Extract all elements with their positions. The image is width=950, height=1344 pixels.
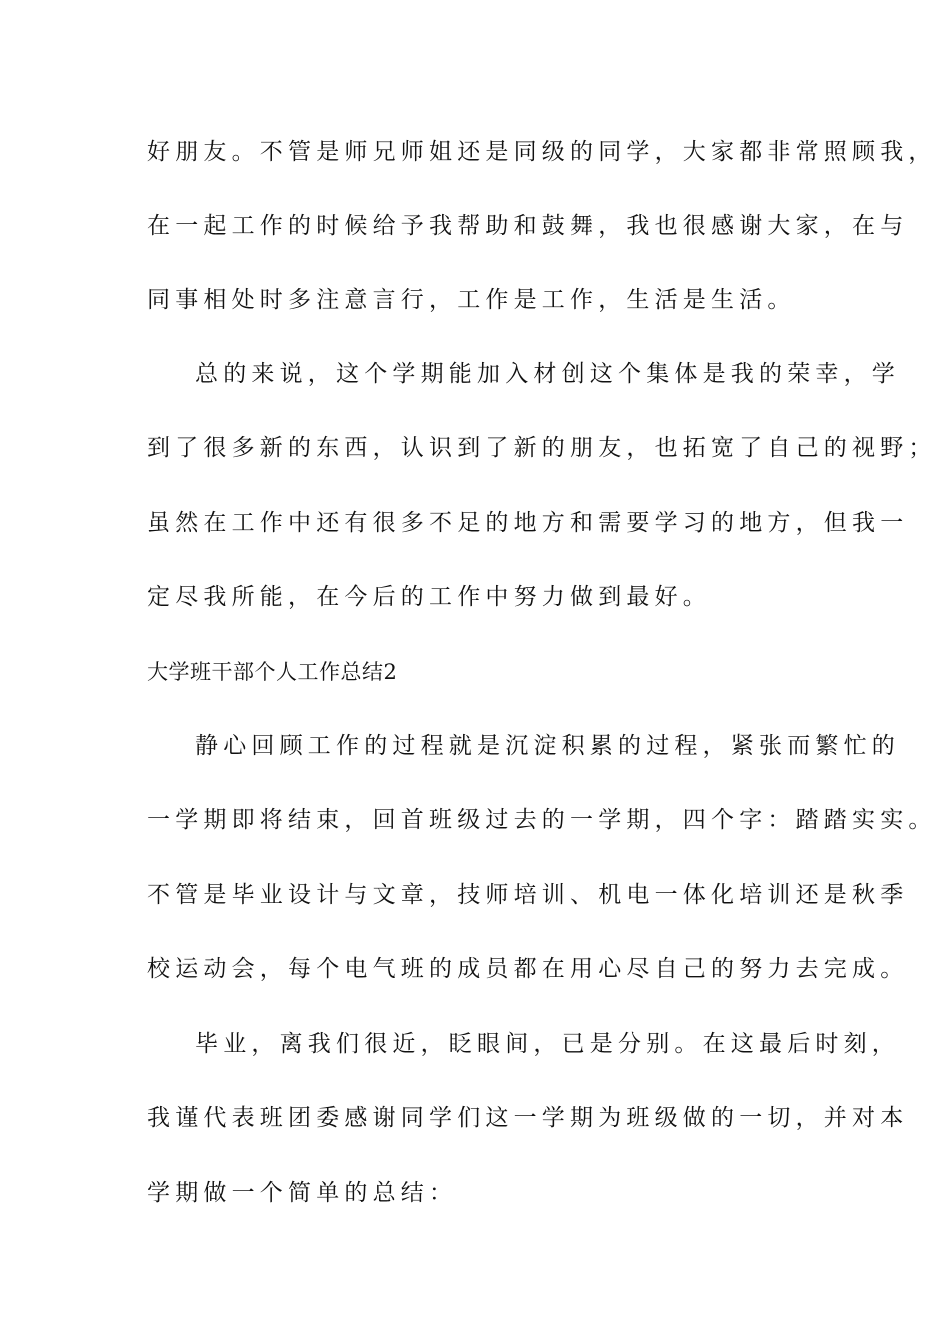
paragraph-line: 总的来说，这个学期能加入材创这个集体是我的荣幸，学 bbox=[195, 361, 900, 387]
paragraph-line: 好朋友。不管是师兄师姐还是同级的同学，大家都非常照顾我， bbox=[147, 139, 937, 165]
paragraph-line: 定尽我所能，在今后的工作中努力做到最好。 bbox=[147, 584, 711, 610]
paragraph-line: 虽然在工作中还有很多不足的地方和需要学习的地方，但我一 bbox=[147, 510, 909, 536]
paragraph-line: 静心回顾工作的过程就是沉淀积累的过程，紧张而繁忙的 bbox=[195, 733, 900, 759]
paragraph-line: 学期做一个简单的总结： bbox=[147, 1180, 458, 1206]
paragraph-line: 同事相处时多注意言行，工作是工作，生活是生活。 bbox=[147, 287, 796, 313]
paragraph-line: 一学期即将结束，回首班级过去的一学期，四个字：踏踏实实。 bbox=[147, 807, 937, 833]
paragraph-line: 校运动会，每个电气班的成员都在用心尽自己的努力去完成。 bbox=[147, 956, 909, 982]
paragraph-line: 毕业，离我们很近，眨眼间，已是分别。在这最后时刻， bbox=[195, 1031, 900, 1057]
paragraph-line: 在一起工作的时候给予我帮助和鼓舞，我也很感谢大家，在与 bbox=[147, 213, 909, 239]
paragraph-line: 我谨代表班团委感谢同学们这一学期为班级做的一切，并对本 bbox=[147, 1105, 909, 1131]
paragraph-line: 不管是毕业设计与文章，技师培训、机电一体化培训还是秋季 bbox=[147, 882, 909, 908]
paragraph-line: 到了很多新的东西，认识到了新的朋友，也拓宽了自己的视野； bbox=[147, 435, 937, 461]
section-heading: 大学班干部个人工作总结2 bbox=[147, 660, 398, 684]
